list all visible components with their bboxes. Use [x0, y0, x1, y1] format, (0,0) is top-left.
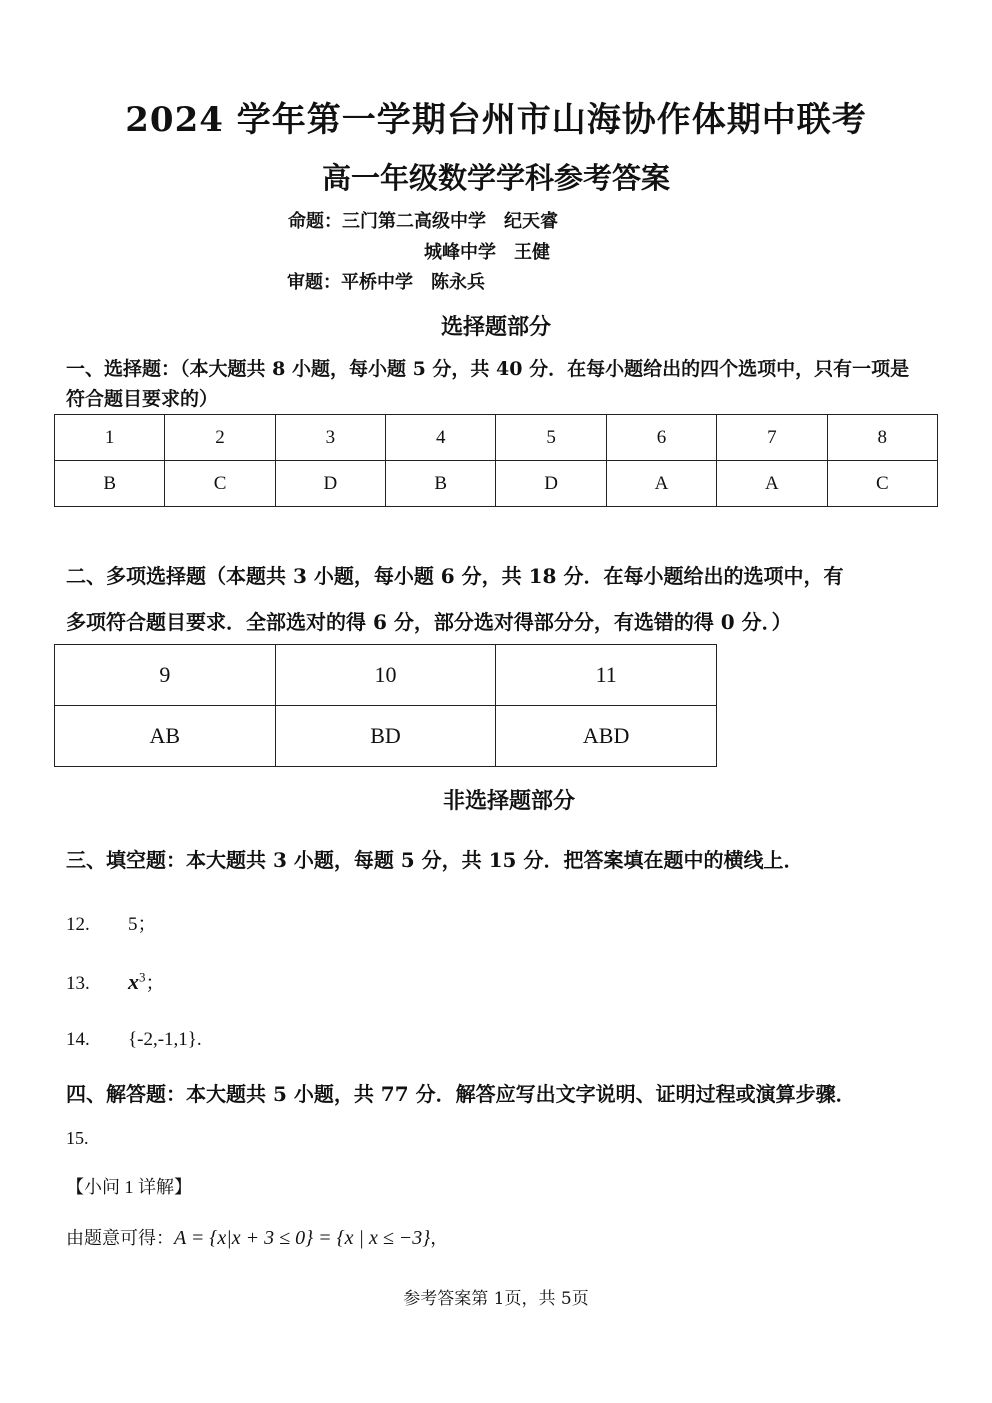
sub-question-1-label: 【小问 1 详解】: [66, 1177, 192, 1197]
part1-heading-line1: 一、选择题：（本大题共 8 小题，每小题 5 分，共 40 分．在每小题给出的四个选项中，只有一项是: [66, 358, 910, 380]
part1-heading-line2: 符合题目要求的）: [66, 388, 219, 410]
question-number-cell: 6: [606, 415, 716, 461]
page-title: 2024 学年第一学期台州市山海协作体期中联考: [125, 100, 867, 140]
part2-heading-line1: 二、多项选择题（本题共 3 小题，每小题 6 分，共 18 分．在每小题给出的选项中，有: [66, 564, 844, 588]
part1-heading: [66, 354, 946, 414]
answer-cell: ABD: [496, 706, 717, 767]
question-number-cell: 11: [496, 645, 717, 706]
answer-cell: A: [717, 461, 827, 507]
question-15-number: 15.: [66, 1128, 89, 1148]
answer-14: [66, 1029, 202, 1051]
question-number-cell: 10: [275, 645, 496, 706]
answer-value: {-2,-1,1}.: [128, 1029, 202, 1050]
question-number-cell: 1: [55, 415, 165, 461]
answer-12: [66, 909, 157, 936]
nonchoice-section-title: 非选择题部分: [443, 788, 576, 814]
answer-cell: BD: [275, 706, 496, 767]
question-number: 14.: [66, 1029, 90, 1050]
question-number: 13.: [66, 973, 90, 994]
derivation-math: A = {x|x + 3 ≤ 0} = {x | x ≤ −3}: [174, 1227, 431, 1249]
answer-cell: AB: [55, 706, 276, 767]
answer-cell: C: [827, 461, 937, 507]
answer-cell: D: [496, 461, 606, 507]
derivation-suffix: ，: [430, 1228, 449, 1248]
credit-author-1: 命题：三门第二高级中学 纪天睿: [288, 211, 558, 232]
page-subtitle: 高一年级数学学科参考答案: [321, 161, 670, 195]
credit-reviewer: 审题：平桥中学 陈永兵: [287, 272, 485, 293]
answer-value-exponent: 3: [139, 969, 146, 985]
part4-heading: 四、解答题：本大题共 5 小题，共 77 分．解答应写出文字说明、证明过程或演算步骤．: [66, 1082, 856, 1106]
answer-cell: B: [55, 461, 165, 507]
table-row: [55, 415, 938, 461]
question-number-cell: 7: [717, 415, 827, 461]
part2-heading-line2: 多项符合题目要求．全部选对的得 6 分，部分选对得部分分，有选错的得 0 分．）: [66, 610, 792, 634]
answer-value-tail: ；: [145, 973, 165, 994]
multi-choice-answer-table: [54, 644, 717, 767]
question-number-cell: 8: [827, 415, 937, 461]
table-row: [55, 461, 938, 507]
table-row: [55, 645, 717, 706]
question-number-cell: 5: [496, 415, 606, 461]
credit-author-2: 城峰中学 王健: [424, 242, 550, 263]
answer-13: [66, 968, 165, 995]
answer-value-base: x: [128, 969, 139, 994]
part2-heading: [66, 553, 946, 645]
answer-cell: D: [275, 461, 385, 507]
part3-heading: 三、填空题：本大题共 3 小题，每题 5 分，共 15 分．把答案填在题中的横线上．: [66, 848, 804, 872]
question-number-cell: 4: [386, 415, 496, 461]
answer-cell: A: [606, 461, 716, 507]
derivation-prefix: 由题意可得：: [66, 1228, 174, 1248]
answer-value: 5；: [128, 914, 157, 935]
question-number-cell: 2: [165, 415, 275, 461]
page-footer: 参考答案第 1页，共 5页: [403, 1289, 589, 1309]
table-row: [55, 706, 717, 767]
question-number: 12.: [66, 914, 90, 935]
question-number-cell: 3: [275, 415, 385, 461]
answer-cell: B: [386, 461, 496, 507]
derivation-line: [66, 1224, 448, 1250]
single-choice-answer-table: [54, 414, 938, 507]
answer-cell: C: [165, 461, 275, 507]
question-number-cell: 9: [55, 645, 276, 706]
choice-section-title: 选择题部分: [440, 314, 551, 340]
